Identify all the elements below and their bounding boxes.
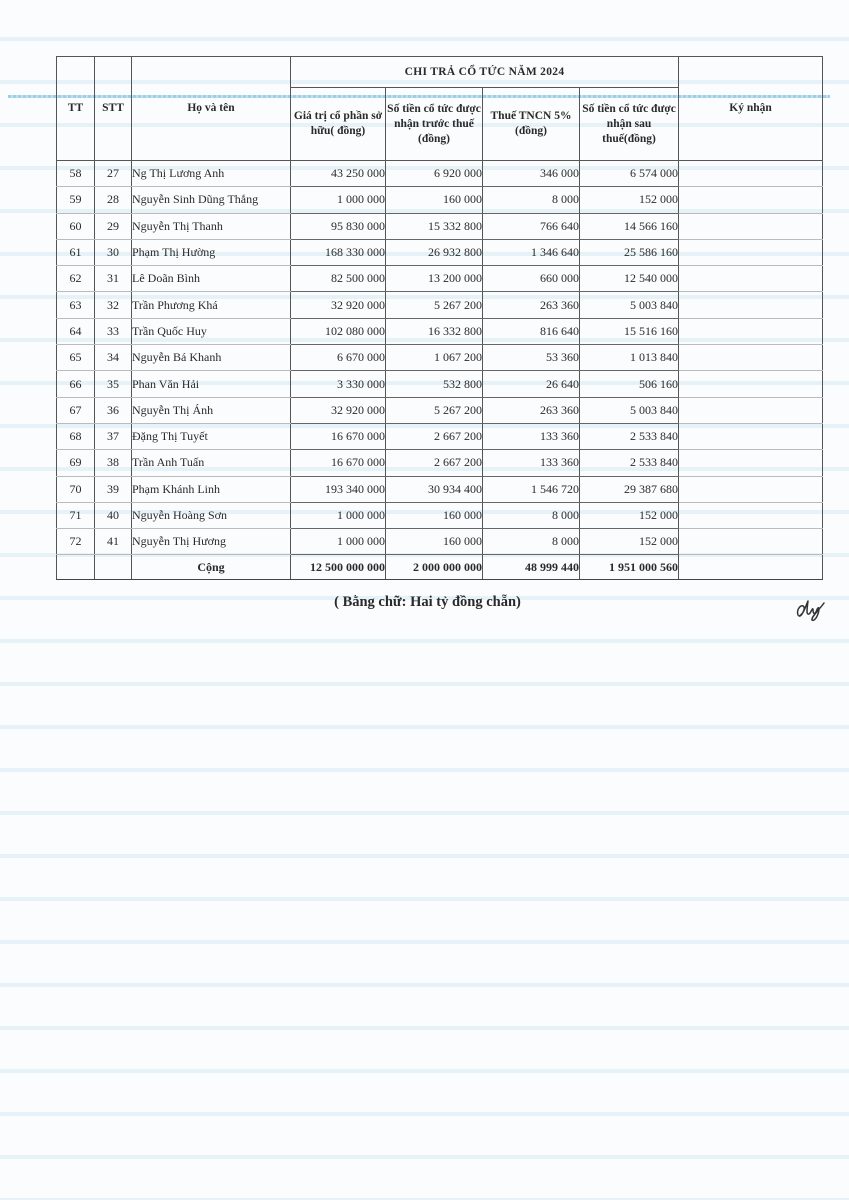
row-pre-tax: 16 332 800 [386,318,483,344]
row-pre-tax: 15 332 800 [386,213,483,239]
row-stt: 36 [95,397,132,423]
header-name: Họ và tên [132,57,291,161]
row-tax: 53 360 [483,345,580,371]
row-post-tax: 5 003 840 [580,397,679,423]
table-row [57,450,823,476]
row-tax: 346 000 [483,161,580,187]
row-tax: 1 346 640 [483,239,580,265]
row-tax: 8 000 [483,502,580,528]
table-row [57,292,823,318]
row-tax: 133 360 [483,450,580,476]
row-pre-tax: 13 200 000 [386,266,483,292]
amount-in-words-text: ( Bằng chữ: Hai tỷ đồng chẵn) [334,594,521,610]
total-sign-empty [679,555,823,580]
row-pre-tax: 5 267 200 [386,292,483,318]
row-tax: 263 360 [483,397,580,423]
row-tax: 8 000 [483,529,580,555]
table-row [57,345,823,371]
row-shares: 102 080 000 [291,318,386,344]
row-sign [679,529,823,555]
total-pre-tax: 2 000 000 000 [386,555,483,580]
row-post-tax: 5 003 840 [580,292,679,318]
table-body [57,161,823,555]
row-tt: 64 [57,318,95,344]
row-post-tax: 15 516 160 [580,318,679,344]
row-name: Nguyễn Bá Khanh [132,345,291,371]
row-name: Ng Thị Lương Anh [132,161,291,187]
row-shares: 193 340 000 [291,476,386,502]
row-name: Nguyễn Thị Hương [132,529,291,555]
header-pre-tax: Số tiền cổ tức được nhận trước thuế (đồng) [386,88,483,161]
row-tt: 69 [57,450,95,476]
row-tt: 63 [57,292,95,318]
row-stt: 38 [95,450,132,476]
table-row [57,161,823,187]
total-tt-empty [57,555,95,580]
row-shares: 32 920 000 [291,397,386,423]
row-sign [679,161,823,187]
row-post-tax: 25 586 160 [580,239,679,265]
row-name: Trần Quốc Huy [132,318,291,344]
row-post-tax: 29 387 680 [580,476,679,502]
row-stt: 28 [95,187,132,213]
row-tt: 62 [57,266,95,292]
row-post-tax: 2 533 840 [580,423,679,449]
row-stt: 32 [95,292,132,318]
row-shares: 1 000 000 [291,187,386,213]
row-name: Phan Văn Hải [132,371,291,397]
row-stt: 34 [95,345,132,371]
row-shares: 82 500 000 [291,266,386,292]
row-sign [679,318,823,344]
row-name: Nguyễn Sinh Dũng Thắng [132,187,291,213]
row-tax: 660 000 [483,266,580,292]
row-tax: 766 640 [483,213,580,239]
row-sign [679,345,823,371]
row-sign [679,502,823,528]
row-sign [679,187,823,213]
row-sign [679,239,823,265]
row-shares: 16 670 000 [291,450,386,476]
header-tt: TT [57,57,95,161]
row-post-tax: 12 540 000 [580,266,679,292]
row-tax: 8 000 [483,187,580,213]
row-pre-tax: 2 667 200 [386,450,483,476]
table-row [57,502,823,528]
row-stt: 35 [95,371,132,397]
row-sign [679,371,823,397]
row-name: Nguyễn Thị Thanh [132,213,291,239]
header-tax: Thuế TNCN 5%(đồng) [483,88,580,161]
row-shares: 1 000 000 [291,502,386,528]
row-shares: 6 670 000 [291,345,386,371]
row-post-tax: 506 160 [580,371,679,397]
row-stt: 29 [95,213,132,239]
row-name: Phạm Khánh Linh [132,476,291,502]
row-shares: 32 920 000 [291,292,386,318]
signature-initials [792,595,826,625]
table-row [57,239,823,265]
row-shares: 168 330 000 [291,239,386,265]
header-group-dividend: CHI TRẢ CỔ TỨC NĂM 2024 [291,57,679,88]
table-row [57,213,823,239]
row-tt: 60 [57,213,95,239]
row-name: Phạm Thị Hường [132,239,291,265]
row-tax: 133 360 [483,423,580,449]
row-tt: 66 [57,371,95,397]
row-pre-tax: 532 800 [386,371,483,397]
table-row [57,371,823,397]
row-tax: 263 360 [483,292,580,318]
row-stt: 33 [95,318,132,344]
row-tax: 26 640 [483,371,580,397]
dividend-table [56,56,823,580]
row-name: Lê Doãn Bình [132,266,291,292]
row-shares: 95 830 000 [291,213,386,239]
table-row [57,397,823,423]
row-pre-tax: 1 067 200 [386,345,483,371]
row-stt: 40 [95,502,132,528]
row-sign [679,213,823,239]
row-pre-tax: 26 932 800 [386,239,483,265]
header-post-tax: Số tiền cổ tức được nhận sau thuế(đồng) [580,88,679,161]
total-label: Cộng [132,555,291,580]
total-shares: 12 500 000 000 [291,555,386,580]
table-row [57,529,823,555]
row-shares: 43 250 000 [291,161,386,187]
row-tt: 61 [57,239,95,265]
row-tt: 71 [57,502,95,528]
row-sign [679,450,823,476]
table-row [57,318,823,344]
row-post-tax: 152 000 [580,502,679,528]
row-post-tax: 6 574 000 [580,161,679,187]
row-post-tax: 2 533 840 [580,450,679,476]
total-row [57,555,823,580]
row-sign [679,397,823,423]
total-post-tax: 1 951 000 560 [580,555,679,580]
row-stt: 27 [95,161,132,187]
row-stt: 41 [95,529,132,555]
row-name: Nguyễn Thị Ánh [132,397,291,423]
row-tt: 65 [57,345,95,371]
row-tt: 68 [57,423,95,449]
row-name: Đặng Thị Tuyết [132,423,291,449]
table-row [57,476,823,502]
row-pre-tax: 6 920 000 [386,161,483,187]
row-shares: 16 670 000 [291,423,386,449]
row-name: Nguyễn Hoàng Sơn [132,502,291,528]
header-sign: Ký nhận [679,57,823,161]
row-sign [679,292,823,318]
header-stt: STT [95,57,132,161]
table-row [57,266,823,292]
table-row [57,423,823,449]
row-shares: 3 330 000 [291,371,386,397]
row-pre-tax: 160 000 [386,529,483,555]
row-post-tax: 152 000 [580,529,679,555]
row-tt: 59 [57,187,95,213]
row-stt: 31 [95,266,132,292]
total-stt-empty [95,555,132,580]
header-shares: Giá trị cổ phần sở hữu( đồng) [291,88,386,161]
row-tt: 67 [57,397,95,423]
row-name: Trần Anh Tuấn [132,450,291,476]
row-pre-tax: 2 667 200 [386,423,483,449]
row-name: Trần Phương Khá [132,292,291,318]
row-post-tax: 152 000 [580,187,679,213]
row-post-tax: 1 013 840 [580,345,679,371]
row-stt: 39 [95,476,132,502]
row-post-tax: 14 566 160 [580,213,679,239]
row-pre-tax: 5 267 200 [386,397,483,423]
row-tt: 72 [57,529,95,555]
row-sign [679,423,823,449]
row-pre-tax: 160 000 [386,502,483,528]
row-tt: 58 [57,161,95,187]
row-tax: 816 640 [483,318,580,344]
row-sign [679,266,823,292]
row-tt: 70 [57,476,95,502]
row-pre-tax: 30 934 400 [386,476,483,502]
row-stt: 37 [95,423,132,449]
amount-in-words [0,594,849,611]
row-shares: 1 000 000 [291,529,386,555]
row-pre-tax: 160 000 [386,187,483,213]
table-row [57,187,823,213]
row-tax: 1 546 720 [483,476,580,502]
row-sign [679,476,823,502]
total-tax: 48 999 440 [483,555,580,580]
row-stt: 30 [95,239,132,265]
